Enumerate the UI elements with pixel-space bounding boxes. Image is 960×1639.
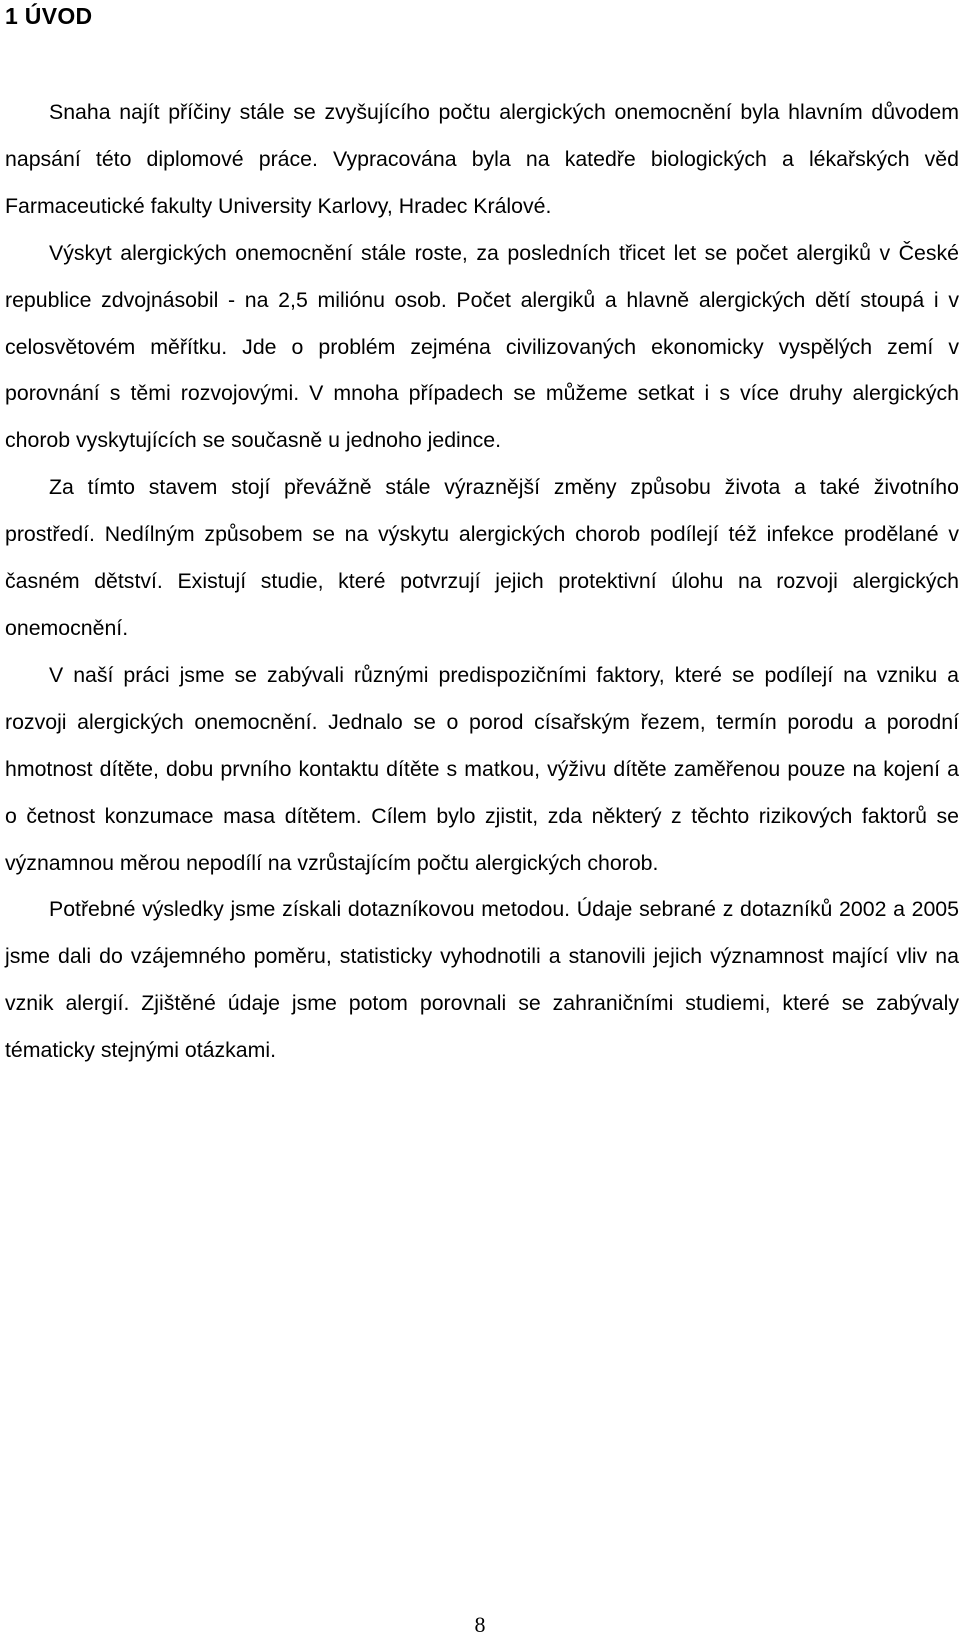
paragraph-2: Výskyt alergických onemocnění stále roste, za posledních třicet let se počet alergiků v České republice zdvojnásobil - na 2,5 miliónu osob. Počet alergiků a hlavně alergických dětí stoupá i v celosvětovém měřítku. Jde o problém zejména civilizovaných ekonomicky vyspělých zemí v porovnání s těmi rozvojovými. V mnoha případech se můžeme setkat i s více druhy alergických chorob vyskytujících se současně u jednoho jedince. xyxy=(5,240,959,453)
page-title: 1 ÚVOD xyxy=(5,3,93,29)
paragraph-3: Za tímto stavem stojí převážně stále výraznější změny způsobu života a také životního prostředí. Nedílným způsobem se na výskytu alergických chorob podílejí též infekce prodělané v časném dětství. Existují studie, které potvrzují jejich protektivní úlohu na rozvoji alergických onemocnění. xyxy=(5,475,959,640)
paragraph-1: Snaha najít příčiny stále se zvyšujícího počtu alergických onemocnění byla hlavním důvodem napsání této diplomové práce. Vypracována byla na katedře biologických a lékařských věd Farmaceutické fakulty University Karlovy, Hradec Králové. xyxy=(5,100,959,218)
paragraph-5: Potřebné výsledky jsme získali dotazníkovou metodou. Údaje sebrané z dotazníků 2002 a 2005 jsme dali do vzájemného poměru, statisticky vyhodnotili a stanovili jejich významnost mající vliv na vznik alergií. Zjištěné údaje jsme potom porovnali se zahraničními studiemi, které se zabývaly tématicky stejnými otázkami. xyxy=(5,897,959,1063)
document-body xyxy=(5,89,959,1074)
paragraph-4: V naší práci jsme se zabývali různými predispozičními faktory, které se podílejí na vzniku a rozvoji alergických onemocnění. Jednalo se o porod císařským řezem, termín porodu a porodní hmotnost dítěte, dobu prvního kontaktu dítěte s matkou, výživu dítěte zaměřenou pouze na kojení a o četnost konzumace masa dítětem. Cílem bylo zjistit, zda některý z těchto rizikových faktorů se významnou měrou nepodílí na vzrůstajícím počtu alergických chorob. xyxy=(5,662,959,875)
page-number: 8 xyxy=(474,1612,486,1637)
